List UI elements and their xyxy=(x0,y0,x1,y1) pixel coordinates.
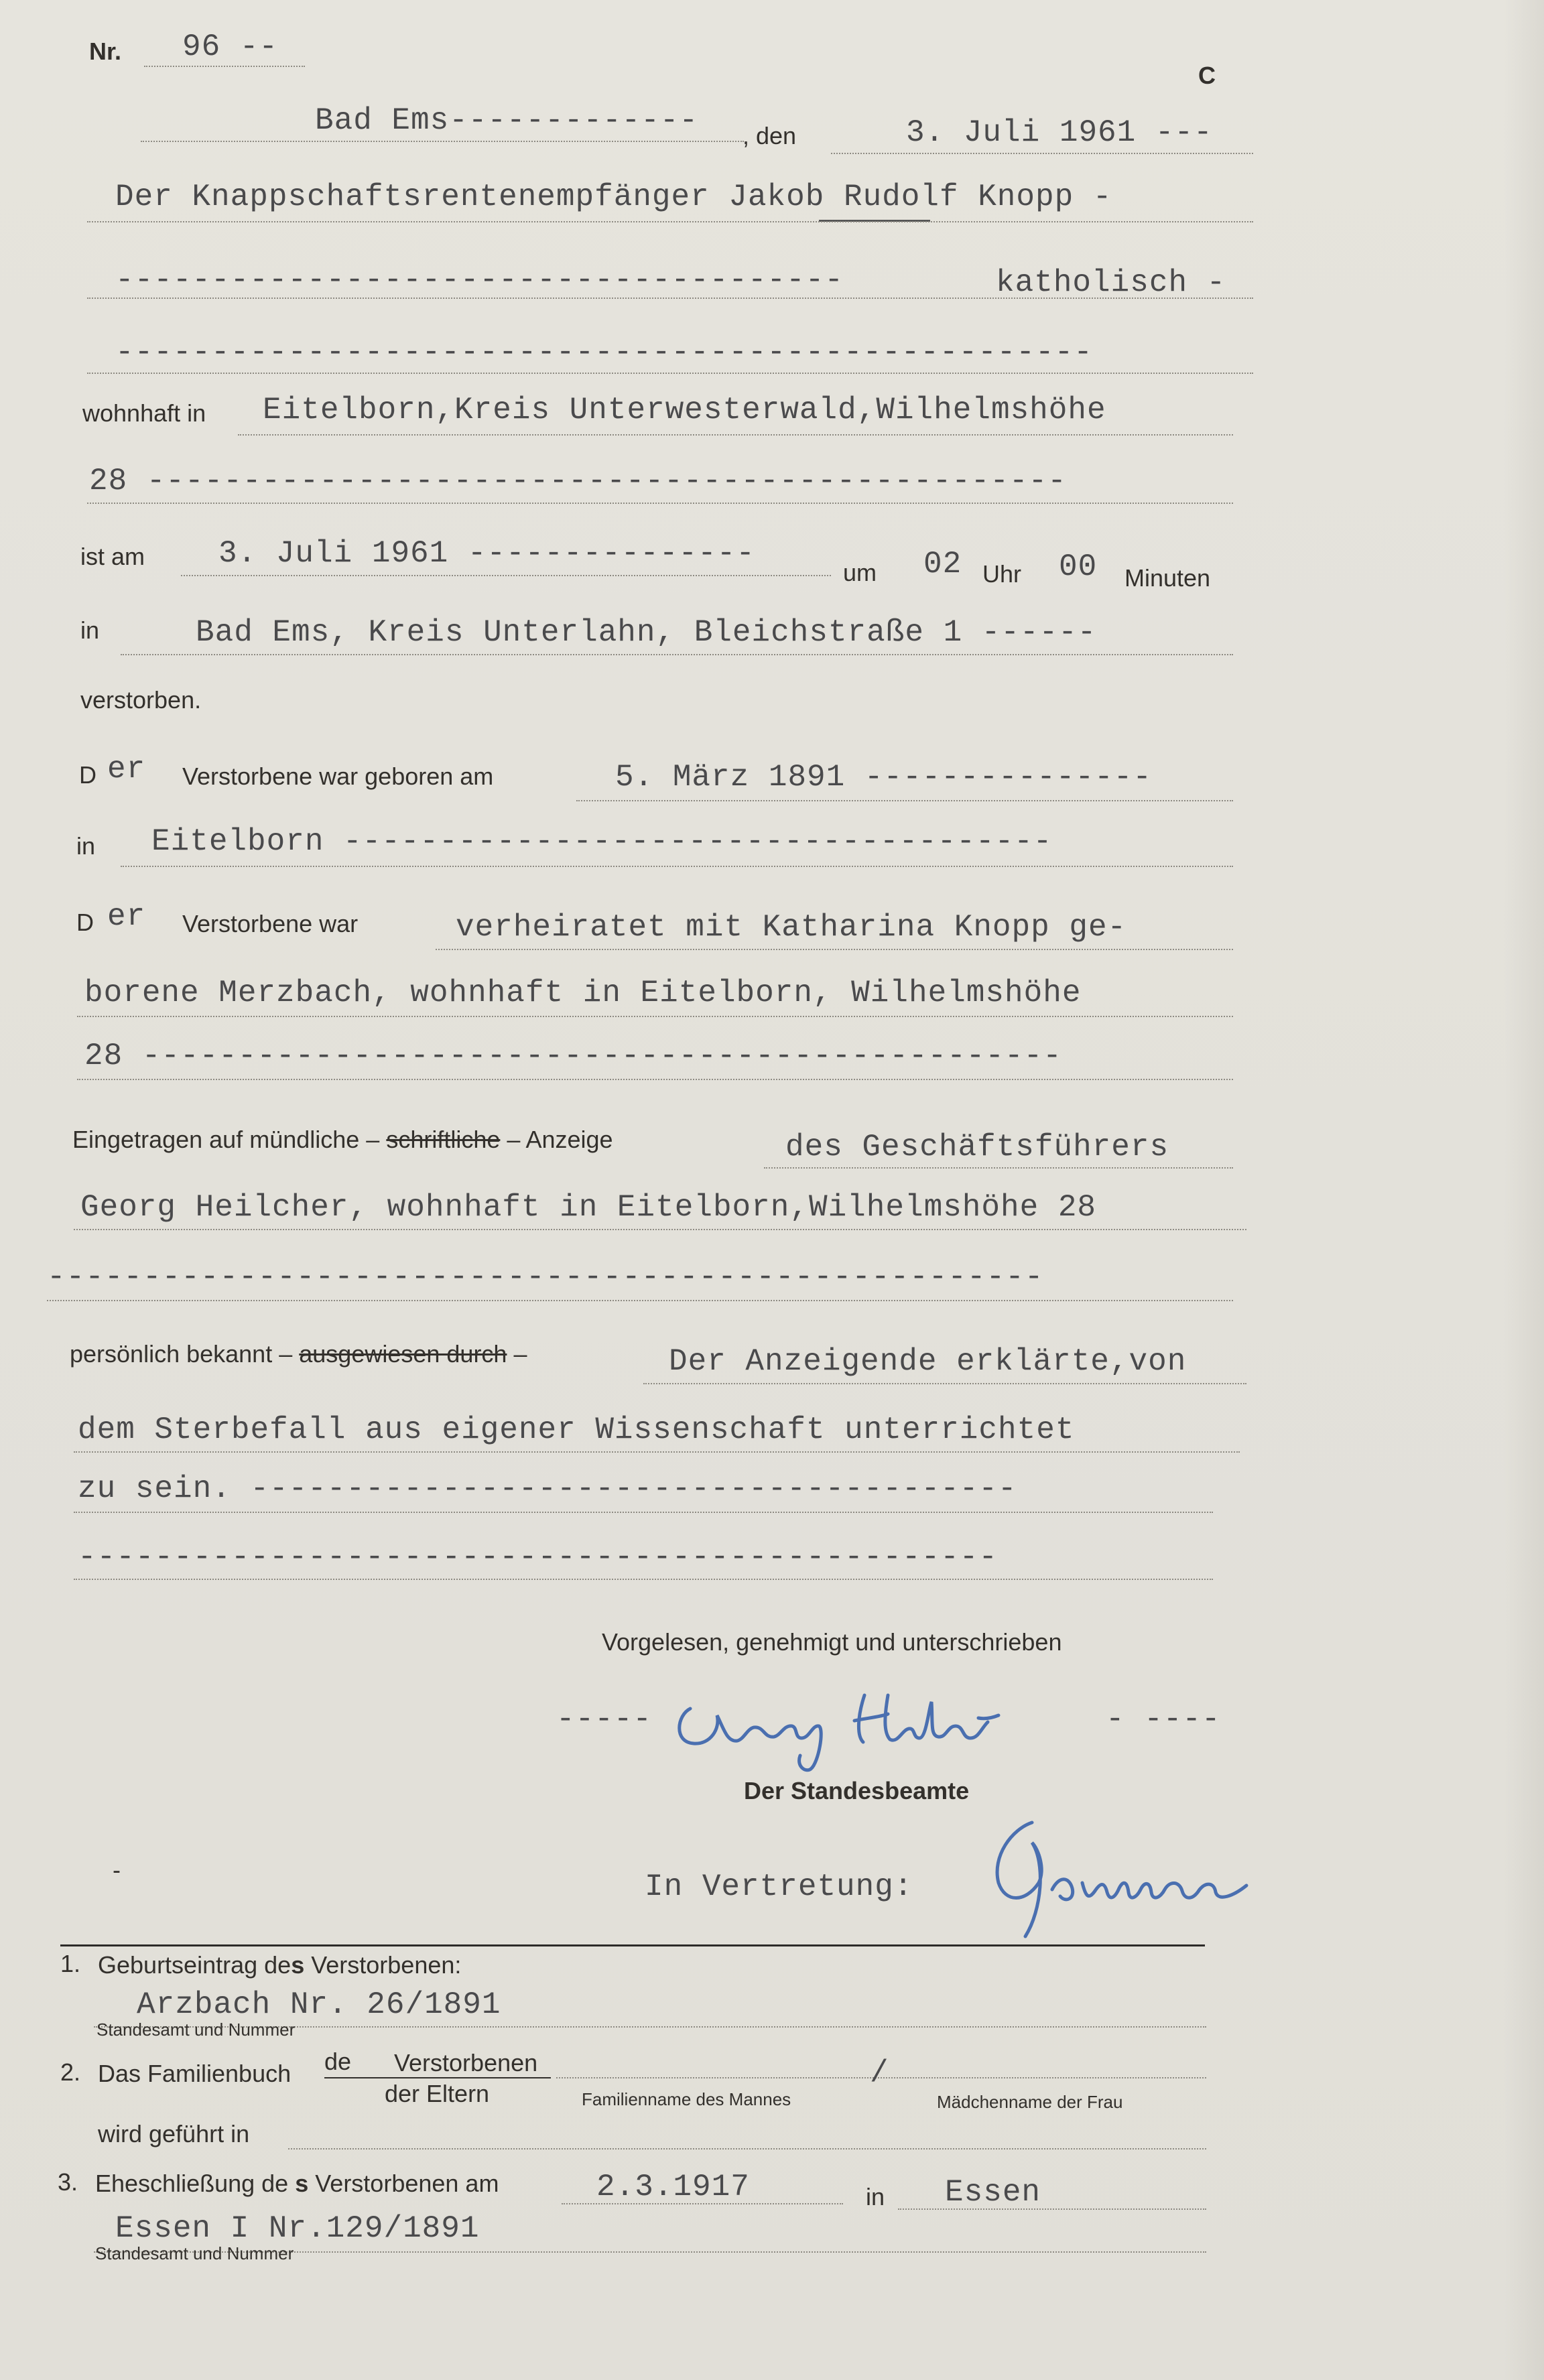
uhr-label: Uhr xyxy=(982,560,1022,588)
dotted-line xyxy=(643,1383,1246,1384)
note-1-s: s xyxy=(291,1951,305,1979)
religion-value: katholisch - xyxy=(996,265,1226,300)
registrar-signature xyxy=(952,1802,1327,1950)
note-2-de: de xyxy=(324,2048,352,2075)
um-label: um xyxy=(843,559,877,586)
registrar-signature-graphic xyxy=(952,1802,1327,1950)
note-3-place: Essen xyxy=(945,2175,1041,2210)
nr-value: 96 -- xyxy=(182,29,279,64)
marriage-line-3: 28 ------------------------------------------------ xyxy=(84,1039,1062,1073)
marriage-label: Verstorbene war xyxy=(182,910,359,937)
informant-signature-graphic xyxy=(663,1668,1133,1776)
identity-label-b: – xyxy=(513,1340,527,1368)
report-label-b: – Anzeige xyxy=(507,1126,613,1153)
signature-dashes-right: - ---- xyxy=(1106,1702,1221,1737)
dotted-line xyxy=(141,141,744,142)
birth-d-suffix: er xyxy=(107,752,146,787)
wohnhaft-label: wohnhaft in xyxy=(82,399,206,427)
marriage-d-suffix: er xyxy=(107,899,146,934)
dotted-line xyxy=(77,1016,1233,1017)
note-3-label-b: Verstorbenen am xyxy=(315,2170,499,2197)
dotted-line xyxy=(121,654,1233,655)
note-3-value: Essen I Nr.129/1891 xyxy=(115,2211,480,2246)
dotted-line xyxy=(47,1300,1233,1301)
note-2-number: 2. xyxy=(60,2058,81,2086)
note-3-s: s xyxy=(295,2170,309,2197)
deceased-line-1: Der Knappschaftsrentenempfänger Jakob Rudolf Knopp - xyxy=(115,180,1112,214)
verstorben-label: verstorben. xyxy=(80,686,202,714)
identity-line-2: dem Sterbefall aus eigener Wissenschaft unterrichtet xyxy=(78,1412,1075,1447)
dotted-line xyxy=(562,2203,843,2204)
note-3-sub: Standesamt und Nummer xyxy=(95,2243,294,2263)
header-date: 3. Juli 1961 --- xyxy=(906,115,1213,150)
identity-label xyxy=(70,1340,527,1368)
identity-line-4: ------------------------------------------------ xyxy=(78,1540,999,1575)
note-3-number: 3. xyxy=(58,2168,78,2196)
corner-letter: C xyxy=(1198,62,1216,89)
note-2-slash: / xyxy=(870,2056,889,2091)
note-1-label-b: Verstorbenen: xyxy=(311,1951,462,1979)
registrar-label: Der Standesbeamte xyxy=(744,1777,970,1804)
identity-label-a: persönlich bekannt – xyxy=(70,1340,293,1368)
note-1-number: 1. xyxy=(60,1950,81,1977)
death-hour: 02 xyxy=(923,547,962,582)
birth-d-prefix: D xyxy=(79,761,96,789)
minuten-label: Minuten xyxy=(1124,564,1211,592)
dotted-line xyxy=(898,2208,1206,2210)
dotted-line xyxy=(764,1167,1233,1169)
informant-signature xyxy=(663,1668,1133,1776)
note-1-value: Arzbach Nr. 26/1891 xyxy=(137,1987,501,2022)
birth-label: Verstorbene war geboren am xyxy=(182,763,494,790)
dotted-line xyxy=(436,949,1233,950)
signature-dashes-left: ----- xyxy=(556,1702,653,1737)
note-2-fraction-line xyxy=(324,2077,551,2078)
deputy-label: In Vertretung: xyxy=(645,1869,913,1904)
residence-line-1: Eitelborn,Kreis Unterwesterwald,Wilhelmshöhe xyxy=(263,393,1106,427)
marriage-d-prefix: D xyxy=(76,909,94,936)
ist-am-label: ist am xyxy=(80,543,145,570)
marriage-line-2: borene Merzbach, wohnhaft in Eitelborn, Wilhelmshöhe xyxy=(84,976,1082,1010)
dotted-line xyxy=(87,298,1253,299)
note-1-label xyxy=(98,1951,461,1979)
separator-rule xyxy=(60,1944,1205,1946)
death-place: Bad Ems, Kreis Unterlahn, Bleichstraße 1 ------ xyxy=(196,615,1097,650)
death-date: 3. Juli 1961 --------------- xyxy=(218,536,755,571)
marriage-line-1: verheiratet mit Katharina Knopp ge- xyxy=(456,910,1127,945)
note-2-label: Das Familienbuch xyxy=(98,2060,292,2087)
identity-line-3: zu sein. ---------------------------------------- xyxy=(78,1471,1017,1506)
dotted-line xyxy=(831,153,1253,154)
report-label xyxy=(72,1126,613,1154)
dotted-line xyxy=(576,800,1233,801)
note-1-sub: Standesamt und Nummer xyxy=(96,2020,296,2040)
page-edge-shadow xyxy=(1504,0,1544,2380)
birth-place: Eitelborn ------------------------------------- xyxy=(151,824,1053,859)
nr-label: Nr. xyxy=(89,38,122,65)
note-2-kept-in: wird geführt in xyxy=(98,2120,250,2147)
report-line-2: Georg Heilcher, wohnhaft in Eitelborn,Wilhelmshöhe 28 xyxy=(80,1190,1097,1225)
dotted-line xyxy=(77,1079,1233,1080)
dotted-line xyxy=(74,1579,1213,1580)
deputy-dash: - xyxy=(113,1856,121,1883)
note-1-label-a: Geburtseintrag de xyxy=(98,1951,292,1979)
identity-label-struck: ausgewiesen durch xyxy=(299,1340,507,1368)
dotted-line xyxy=(87,221,1253,222)
deceased-line-2: -------------------------------------- xyxy=(115,263,844,298)
dotted-line xyxy=(74,1451,1240,1453)
report-line-1: des Geschäftsführers xyxy=(785,1130,1169,1165)
report-label-struck: schriftliche xyxy=(386,1126,501,1153)
note-3-in-label: in xyxy=(866,2183,885,2210)
note-3-date: 2.3.1917 xyxy=(596,2170,750,2204)
report-line-3: ---------------------------------------------------- xyxy=(47,1260,1044,1295)
birth-in-label: in xyxy=(76,832,96,860)
dotted-line xyxy=(74,1512,1213,1513)
note-3-label xyxy=(95,2170,499,2198)
note-2-maiden-name: Mädchenname der Frau xyxy=(937,2092,1123,2112)
deceased-line-3: --------------------------------------------------- xyxy=(115,335,1093,370)
dotted-line xyxy=(87,373,1253,374)
note-2-husband-name: Familienname des Mannes xyxy=(582,2089,791,2109)
birth-date: 5. März 1891 --------------- xyxy=(615,760,1152,795)
death-in-label: in xyxy=(80,616,100,644)
den-label: , den xyxy=(743,122,797,149)
identity-line-1: Der Anzeigende erklärte,von xyxy=(669,1344,1187,1379)
dotted-line xyxy=(121,866,1233,867)
dotted-line xyxy=(288,2148,1206,2150)
report-label-a: Eingetragen auf mündliche – xyxy=(72,1126,380,1153)
dotted-line xyxy=(87,503,1233,504)
note-3-label-a: Eheschließung de xyxy=(95,2170,289,2197)
residence-line-2: 28 ------------------------------------------------ xyxy=(89,464,1067,499)
place-of-office: Bad Ems------------- xyxy=(315,103,699,138)
read-approved-label: Vorgelesen, genehmigt und unterschrieben xyxy=(602,1628,1062,1656)
death-minutes: 00 xyxy=(1059,549,1098,584)
dotted-line xyxy=(238,434,1233,436)
note-2-eltern: der Eltern xyxy=(385,2080,490,2107)
dotted-line xyxy=(144,66,305,67)
note-2-verstorbenen: Verstorbenen xyxy=(394,2049,538,2076)
dotted-line xyxy=(74,1229,1246,1230)
dotted-line xyxy=(181,575,831,576)
